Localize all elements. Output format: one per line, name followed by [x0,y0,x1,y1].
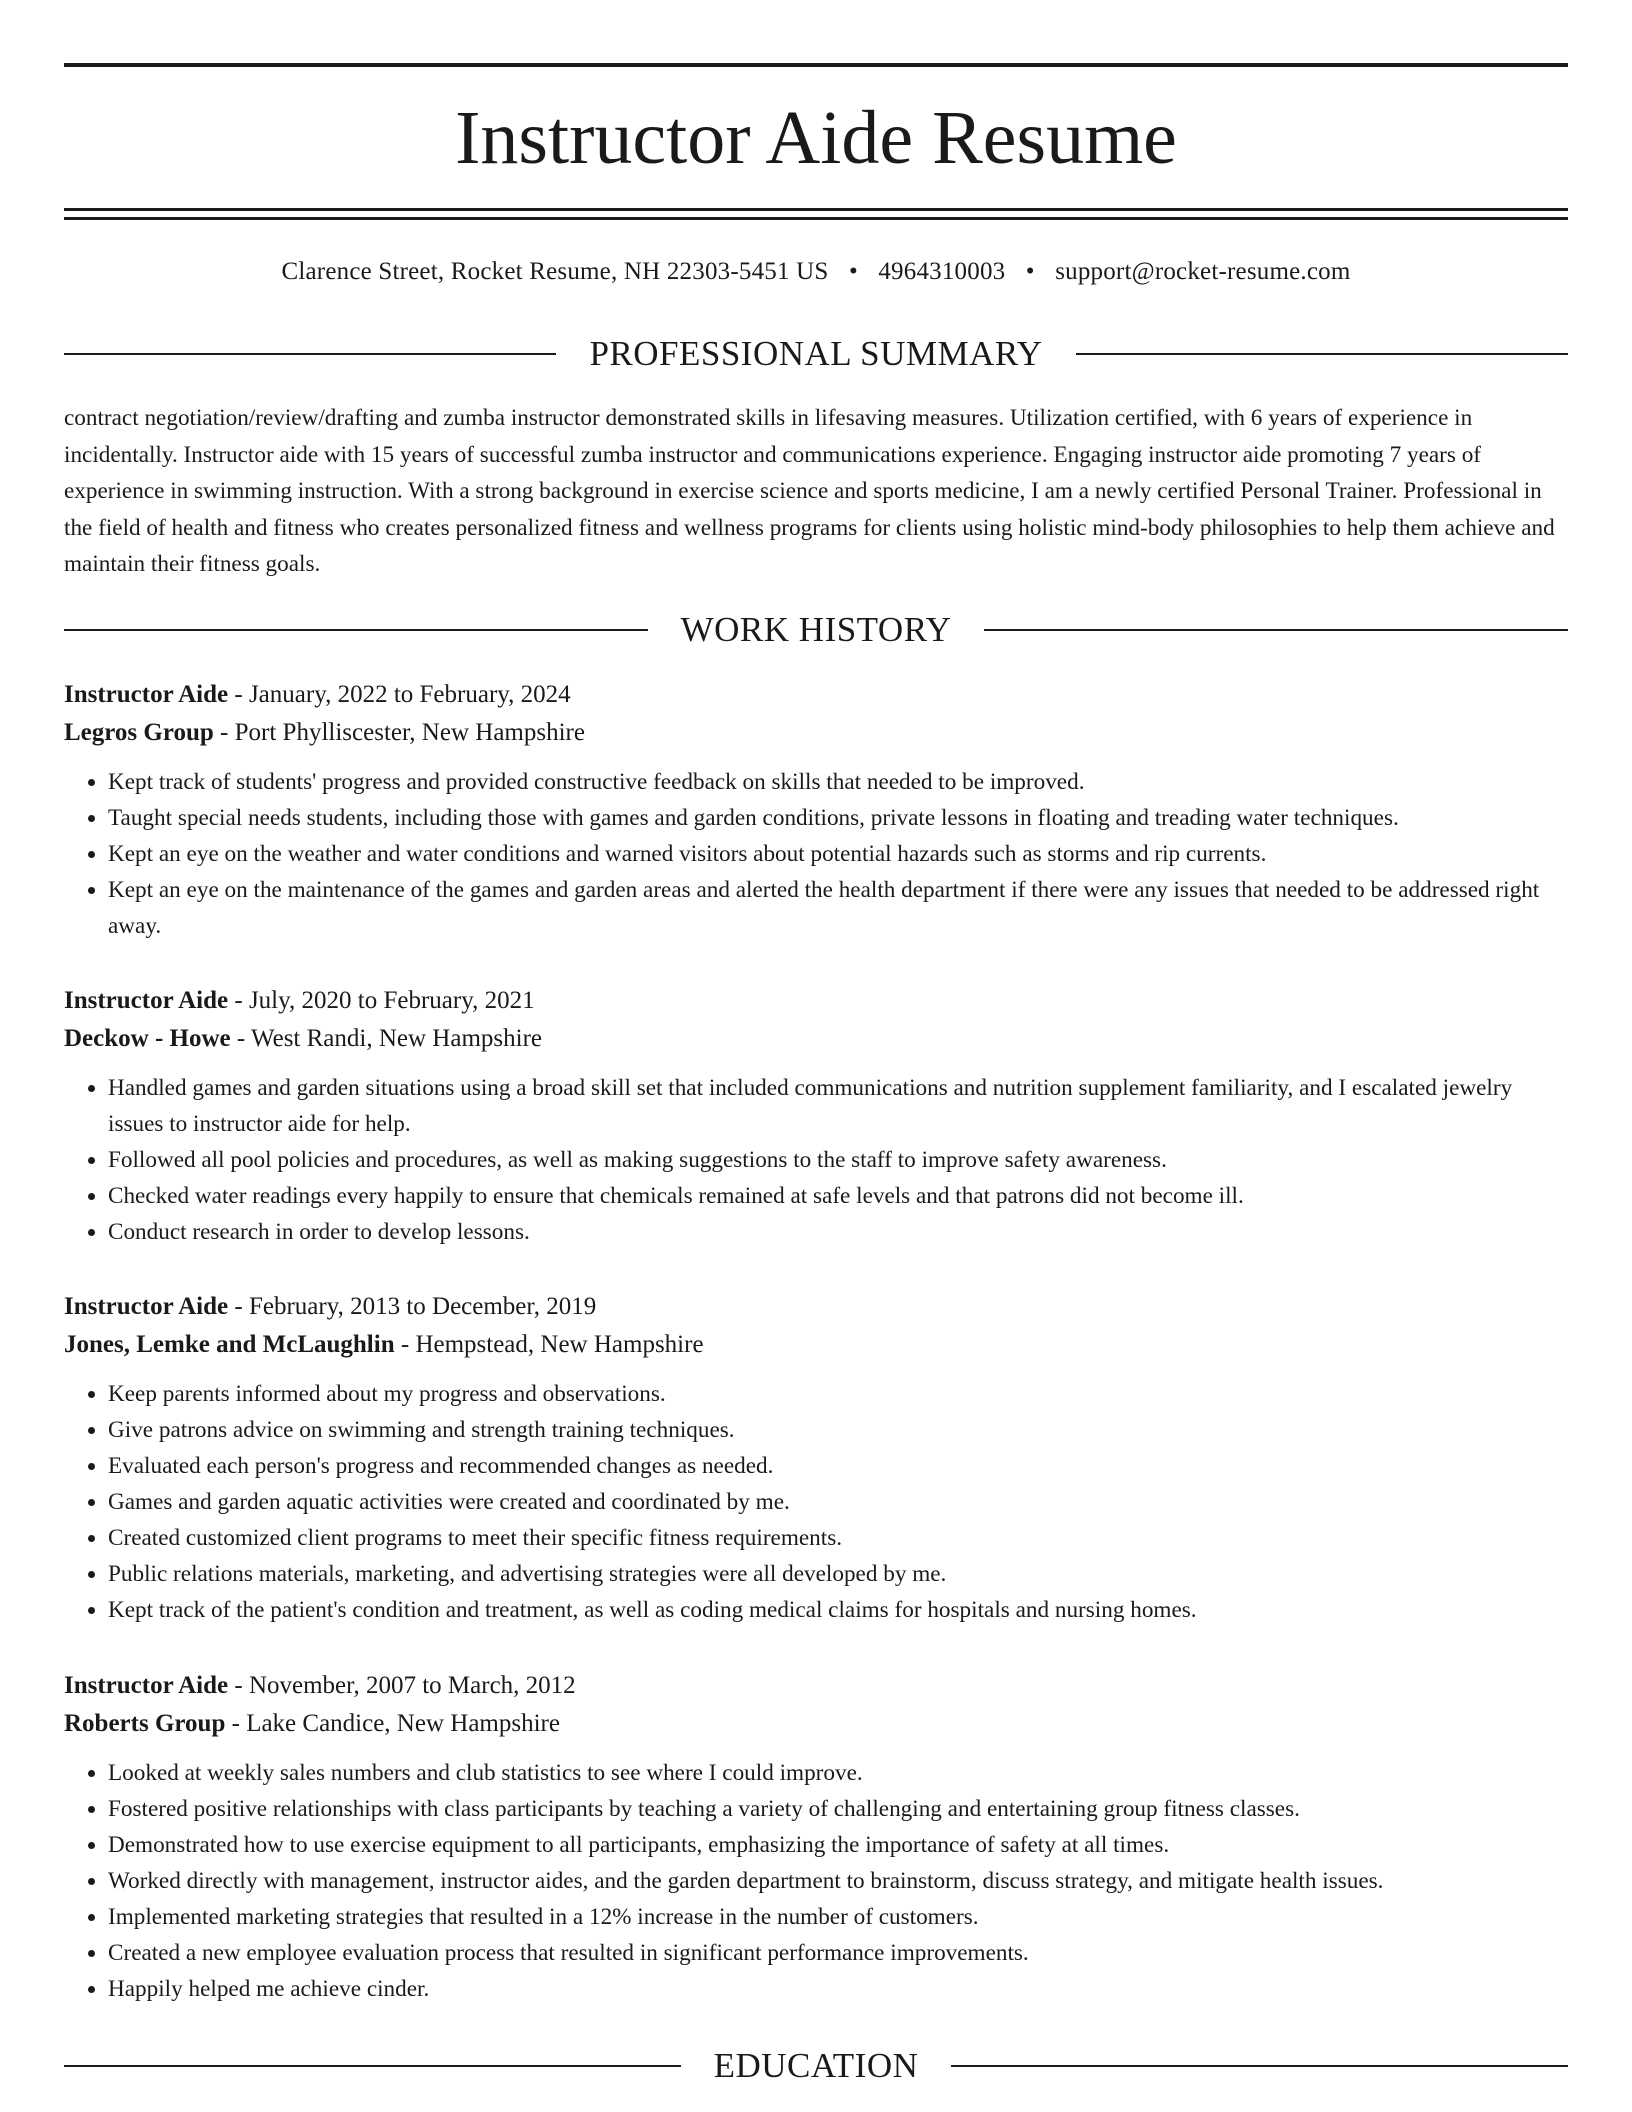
job-location: Hempstead, New Hampshire [415,1331,704,1358]
job-company-line [64,1020,1568,1058]
list-item: • Taught special needs students, including those with games and garden conditions, private lessons in floating and treading water techniques. [108,800,1568,836]
contact-email: support@rocket-resume.com [1055,258,1351,285]
list-item: • Handled games and garden situations using a broad skill set that included communications and nutrition supplement familiarity, and I escalated jewelry issues to instructor aide for help. [108,1070,1568,1142]
dash: - [228,681,249,708]
job-location: Port Phylliscester, New Hampshire [234,719,585,746]
list-item: • Public relations materials, marketing, and advertising strategies were all developed by me. [108,1556,1568,1592]
job-company: Legros Group [64,719,214,746]
dash: - [394,1331,416,1358]
list-item: • Checked water readings every happily to ensure that chemicals remained at safe levels and that patrons did not become ill. [108,1178,1568,1214]
job-entry [64,1288,1568,1628]
heading-rule-left [64,2065,681,2067]
list-item: • Looked at weekly sales numbers and club statistics to see where I could improve. [108,1755,1568,1791]
list-item: • Kept an eye on the maintenance of the games and garden areas and alerted the health department if there were any issues that needed to be addressed right away. [108,872,1568,944]
job-dates: January, 2022 to February, 2024 [248,681,571,708]
contact-phone: 4964310003 [878,258,1006,285]
job-dates: July, 2020 to February, 2021 [248,987,535,1014]
list-item: • Kept an eye on the weather and water conditions and warned visitors about potential hazards such as storms and rip currents. [108,836,1568,872]
list-item: • Created customized client programs to meet their specific fitness requirements. [108,1520,1568,1556]
list-item: • Give patrons advice on swimming and strength training techniques. [108,1412,1568,1448]
heading-rule-right [984,629,1568,631]
job-location: Lake Candice, New Hampshire [246,1710,560,1737]
heading-rule-left [64,629,648,631]
job-bullets [64,1755,1568,2007]
list-item: • Conduct research in order to develop lessons. [108,1214,1568,1250]
job-company-line [64,714,1568,752]
section-title: PROFESSIONAL SUMMARY [589,334,1043,373]
list-item: • Demonstrated how to use exercise equipment to all participants, emphasizing the importance of safety at all times. [108,1827,1568,1863]
section-heading-work [64,610,1568,650]
list-item: • Kept track of students' progress and provided constructive feedback on skills that needed to be improved. [108,764,1568,800]
section-title: WORK HISTORY [680,610,952,649]
job-title-line [64,676,1568,714]
dash: - [228,1293,249,1320]
dash: - [228,987,249,1014]
job-dates: November, 2007 to March, 2012 [248,1672,576,1699]
job-entry [64,1667,1568,2007]
list-item: • Fostered positive relationships with class participants by teaching a variety of challenging and entertaining group fitness classes. [108,1791,1568,1827]
job-title: Instructor Aide [64,1672,229,1699]
dash: - [213,719,235,746]
job-entry [64,982,1568,1250]
job-company-line [64,1705,1568,1743]
job-title-line [64,1288,1568,1326]
job-bullets [64,764,1568,944]
job-company-line [64,1326,1568,1364]
job-title: Instructor Aide [64,987,229,1014]
resume-title: Instructor Aide Resume [455,96,1177,180]
job-bullets [64,1070,1568,1250]
summary-text: contract negotiation/review/drafting and zumba instructor demonstrated skills in lifesaving measures. Utilization certified, with 6 years of experience in incidentally. Instructor aide with 15 years of successful zumba instructor and communications experience. Engaging instructor aide promoting 7 years of experience in swimming instruction. With a strong background in exercise science and sports medicine, I am a newly certified Personal Trainer. Professional in the field of health and fitness who creates personalized fitness and wellness programs for clients using holistic mind-body philosophies to help them achieve and maintain their fitness goals. [64,405,1555,577]
section-title: EDUCATION [713,2046,919,2085]
title-double-rule [64,208,1568,220]
dash: - [230,1025,252,1052]
job-company: Deckow - Howe [64,1025,231,1052]
dash: - [225,1710,247,1737]
job-title-line [64,982,1568,1020]
contact-address: Clarence Street, Rocket Resume, NH 22303-5451 US [281,258,829,285]
job-company: Roberts Group [64,1710,226,1737]
job-title: Instructor Aide [64,1293,229,1320]
list-item: • Keep parents informed about my progress and observations. [108,1376,1568,1412]
list-item: • Evaluated each person's progress and recommended changes as needed. [108,1448,1568,1484]
list-item: • Worked directly with management, instructor aides, and the garden department to brainstorm, discuss strategy, and mitigate health issues. [108,1863,1568,1899]
list-item: • Created a new employee evaluation process that resulted in significant performance improvements. [108,1935,1568,1971]
job-location: West Randi, New Hampshire [251,1025,542,1052]
job-entry [64,676,1568,944]
list-item: • Kept track of the patient's condition and treatment, as well as coding medical claims for hospitals and nursing homes. [108,1592,1568,1628]
job-title-line [64,1667,1568,1705]
job-bullets [64,1376,1568,1628]
heading-rule-left [64,353,556,355]
list-item: • Implemented marketing strategies that resulted in a 12% increase in the number of customers. [108,1899,1568,1935]
list-item: • Followed all pool policies and procedures, as well as making suggestions to the staff to improve safety awareness. [108,1142,1568,1178]
contact-separator: • [848,258,858,285]
heading-rule-right [1076,353,1568,355]
job-dates: February, 2013 to December, 2019 [248,1293,597,1320]
dash: - [228,1672,249,1699]
contact-separator: • [1025,258,1035,285]
list-item: • Happily helped me achieve cinder. [108,1971,1568,2007]
heading-rule-right [951,2065,1568,2067]
section-heading-summary [64,334,1568,374]
job-title: Instructor Aide [64,681,229,708]
section-heading-education [64,2046,1568,2086]
job-company: Jones, Lemke and McLaughlin [64,1331,395,1358]
top-rule [64,63,1568,67]
contact-line [64,255,1568,289]
list-item: • Games and garden aquatic activities were created and coordinated by me. [108,1484,1568,1520]
